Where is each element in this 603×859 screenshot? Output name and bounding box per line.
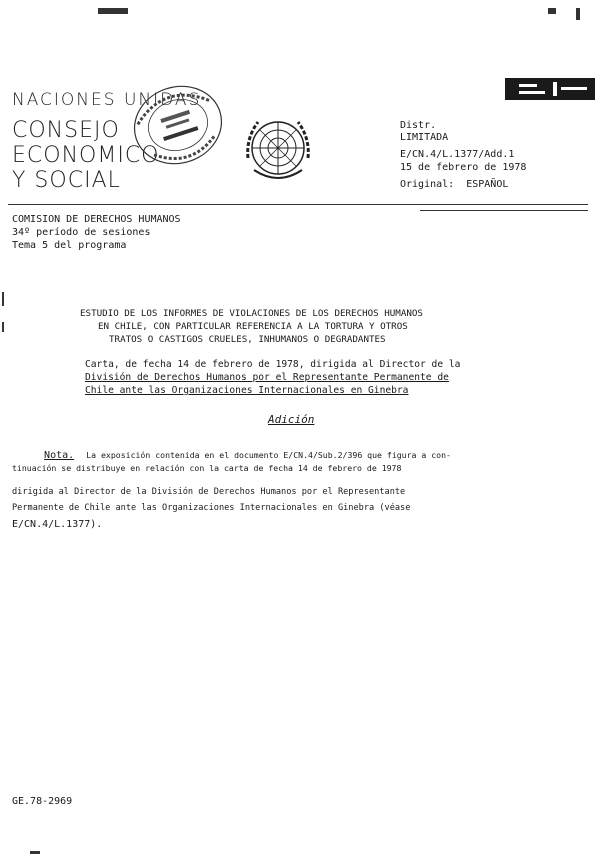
- agenda-item: Tema 5 del programa: [12, 240, 127, 251]
- title-line-1: ESTUDIO DE LOS INFORMES DE VIOLACIONES DE LOS DERECHOS HUMANOS: [80, 308, 423, 319]
- org-line-3: ECONOMICO: [12, 143, 160, 168]
- session-number: 34º período de sesiones: [12, 227, 151, 238]
- document-date: 15 de febrero de 1978: [400, 162, 527, 173]
- scan-mark-3: [576, 8, 580, 20]
- org-line-2: CONSEJO: [12, 118, 120, 143]
- header-rule: [8, 204, 588, 205]
- bottom-mark: [30, 851, 40, 854]
- subtitle-line-2: División de Derechos Humanos por el Representante Permanente de: [85, 372, 449, 383]
- note-text-1: La exposición contenida en el documento E/CN.4/Sub.2/396 que figura a con-: [86, 450, 451, 460]
- un-emblem-icon: [238, 108, 318, 188]
- margin-mark: [2, 322, 4, 332]
- title-line-2: EN CHILE, CON PARTICULAR REFERENCIA A LA TORTURA Y OTROS: [98, 321, 408, 332]
- note-line-2: tinuación se distribuye en relación con la carta de fecha 14 de febrero de 1978: [12, 463, 402, 473]
- note-line-3: dirigida al Director de la División de Derechos Humanos por el Representante: [12, 487, 406, 497]
- document-symbol: E/CN.4/L.1377/Add.1: [400, 149, 515, 160]
- subtitle-line-1: Carta, de fecha 14 de febrero de 1978, dirigida al Director de la: [85, 359, 461, 370]
- note-line-4: Permanente de Chile ante las Organizaciones Internacionales en Ginebra (véase: [12, 503, 411, 513]
- header-rule-right: [420, 210, 588, 211]
- scan-mark-1: [98, 8, 128, 14]
- subtitle-line-3: Chile ante las Organizaciones Internacionales en Ginebra: [85, 385, 409, 396]
- addendum-heading: Adición: [268, 413, 315, 426]
- original-language: Original: ESPAÑOL: [400, 179, 509, 190]
- library-stamp: [130, 82, 226, 168]
- note-line-1: [32, 439, 451, 461]
- commission-name: COMISION DE DERECHOS HUMANOS: [12, 214, 181, 225]
- footer-code: GE.78-2969: [12, 796, 73, 807]
- scan-mark-2: [548, 8, 556, 14]
- distr-label: Distr.: [400, 120, 437, 131]
- org-line-1: NACIONES UNIDAS: [12, 90, 202, 110]
- distr-value: LIMITADA: [400, 132, 449, 143]
- un-document-logo-icon: [505, 78, 595, 100]
- note-label: Nota.: [44, 450, 75, 461]
- title-line-3: TRATOS O CASTIGOS CRUELES, INHUMANOS O DEGRADANTES: [109, 334, 386, 345]
- note-line-5: E/CN.4/L.1377).: [12, 519, 103, 530]
- org-line-4: Y SOCIAL: [12, 168, 121, 193]
- margin-mark: [2, 292, 4, 306]
